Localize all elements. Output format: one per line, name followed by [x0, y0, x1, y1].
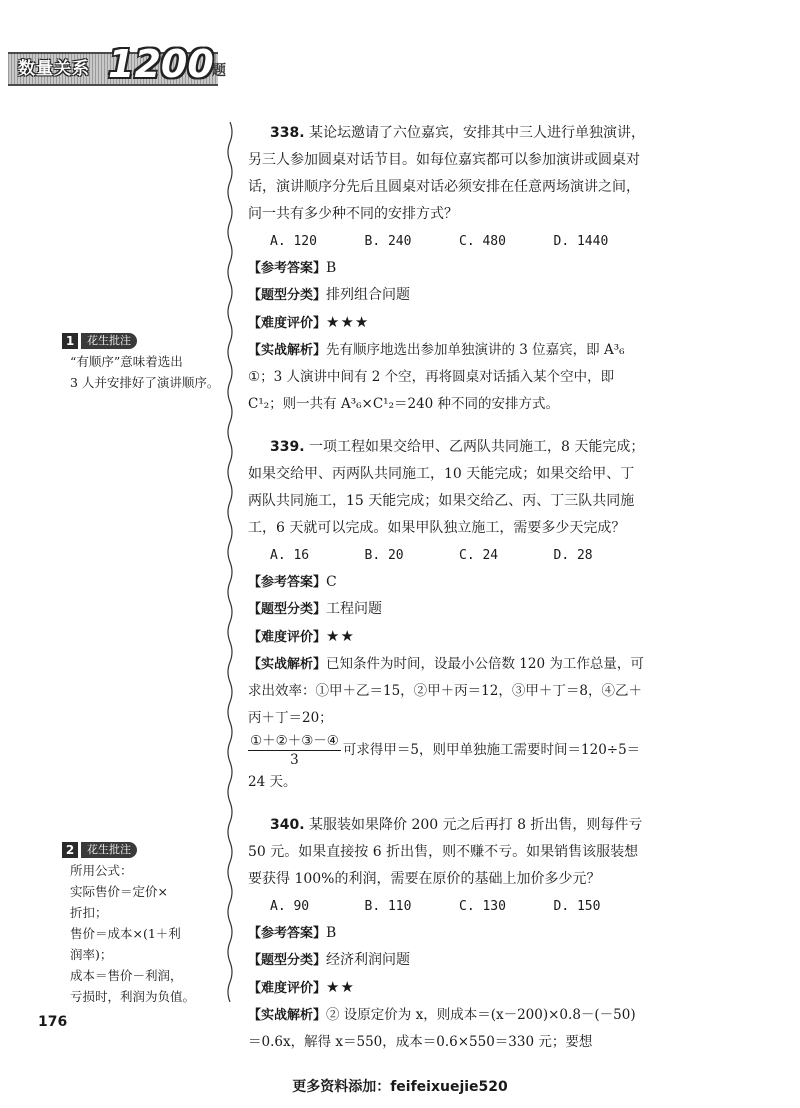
- type-row: [248, 947, 648, 974]
- header-number: 1200: [108, 42, 214, 86]
- difficulty-row: [248, 623, 648, 651]
- question-338: [248, 120, 648, 418]
- answer-value: C: [326, 574, 337, 590]
- note-head: [62, 842, 222, 858]
- answer-label: 【参考答案】: [248, 926, 327, 941]
- difficulty-label: 【难度评价】: [248, 630, 327, 645]
- question-list: [248, 120, 648, 1072]
- side-note-2: [62, 842, 222, 1007]
- header-title: 数量关系: [18, 59, 90, 79]
- analysis-label: 【实战解析】: [248, 1008, 327, 1023]
- analysis-label: 【实战解析】: [248, 657, 327, 672]
- option-a: A. 90: [270, 899, 310, 914]
- question-text: 某服装如果降价 200 元之后再打 8 折出售，则每件亏 50 元。如果直接按 6 折出售，则不赚不亏。如果销售该服装想要获得 100%的利润，需要在原价的基础上加价多少元？: [248, 817, 643, 887]
- options: [248, 542, 648, 569]
- fraction-denominator: 3: [290, 752, 299, 768]
- type-row: [248, 596, 648, 623]
- question-text: 一项工程如果交给甲、乙两队共同施工，8 天能完成；如果交给甲、丙两队共同施工，10 天能完成；如果交给甲、丁两队共同施工，15 天能完成；如果交给乙、丙、丁三队共同施工，6 天就可以完成。如果甲队独立施工，需要多少天完成？: [248, 439, 645, 536]
- question-number: 339.: [270, 439, 305, 455]
- note-line: 3 人并安排好了演讲顺序。: [70, 375, 220, 390]
- note-label: 花生批注: [81, 333, 137, 349]
- option-d: D. 150: [553, 899, 601, 914]
- answer-row: [248, 920, 648, 947]
- answer-row: [248, 255, 648, 282]
- fraction: [248, 732, 341, 769]
- question-text: 某论坛邀请了六位嘉宾，安排其中三人进行单独演讲，另三人参加圆桌对话节目。如每位嘉宾都可以参加演讲或圆桌对话，演讲顺序分先后且圆桌对话必须安排在任意两场演讲之间，问一共有多少种不同的安排方式？: [248, 125, 645, 222]
- difficulty-stars: ★★: [326, 978, 355, 996]
- note-line: “有顺序”意味着选出: [70, 354, 183, 369]
- header-suffix: 题: [212, 63, 226, 79]
- answer-label: 【参考答案】: [248, 261, 327, 276]
- type-label: 【题型分类】: [248, 953, 327, 968]
- type-label: 【题型分类】: [248, 288, 327, 303]
- difficulty-row: [248, 309, 648, 337]
- option-a: A. 120: [270, 234, 317, 249]
- analysis: [248, 337, 648, 418]
- option-c: C. 130: [459, 899, 506, 914]
- difficulty-label: 【难度评价】: [248, 981, 327, 996]
- difficulty-stars: ★★★: [326, 313, 370, 331]
- analysis-text: 已知条件为时间，设最小公倍数 120 为工作总量，可求出效率：①甲＋乙＝15，②甲＋丙＝12，③甲＋丁＝8，④乙＋丙＋丁＝20；: [248, 656, 644, 726]
- side-note-1: [62, 333, 222, 393]
- option-b: B. 110: [364, 899, 412, 914]
- answer-value: B: [326, 925, 337, 941]
- note-line: 实际售价＝定价×: [70, 884, 168, 899]
- options: [248, 893, 648, 920]
- analysis: [248, 1002, 648, 1056]
- option-c: C. 480: [459, 234, 506, 249]
- question-number: 340.: [270, 817, 305, 833]
- analysis-label: 【实战解析】: [248, 343, 327, 358]
- note-label: 花生批注: [81, 842, 137, 858]
- answer-value: B: [326, 260, 337, 276]
- note-line: 润率)；: [70, 947, 113, 962]
- analysis: [248, 651, 648, 732]
- analysis-text: 先有顺序地选出参加单独演讲的 3 位嘉宾，即 A³₆ ①；3 人演讲中间有 2 个空，再将圆桌对话插入某个空中，即 C¹₂；则一共有 A³₆×C¹₂＝240 种不同的安排方式。: [248, 342, 625, 412]
- type-value: 工程问题: [326, 601, 383, 617]
- type-value: 排列组合问题: [326, 287, 411, 303]
- analysis-text: ② 设原定价为 x，则成本＝(x－200)×0.8－(－50)＝0.6x，解得 x＝550，成本＝0.6×550＝330 元；要想: [248, 1007, 636, 1050]
- difficulty-label: 【难度评价】: [248, 316, 327, 331]
- footer-note: 更多资料添加：feifeixuejie520: [292, 1079, 508, 1095]
- type-value: 经济利润问题: [326, 952, 411, 968]
- question-339: [248, 434, 648, 796]
- type-row: [248, 282, 648, 309]
- type-label: 【题型分类】: [248, 602, 327, 617]
- options: [248, 228, 648, 255]
- note-line: 售价＝成本×(1＋利: [70, 926, 181, 941]
- option-d: D. 1440: [553, 234, 609, 249]
- wavy-divider: [224, 122, 236, 1002]
- question-stem: [248, 120, 648, 228]
- option-d: D. 28: [553, 548, 593, 563]
- analysis-tail: 可求得甲＝5，则甲单独施工需要时间＝120÷5＝24 天。: [248, 742, 641, 790]
- note-number: 2: [62, 842, 78, 858]
- note-line: 折扣；: [70, 905, 108, 920]
- difficulty-stars: ★★: [326, 627, 355, 645]
- note-number: 1: [62, 333, 78, 349]
- answer-label: 【参考答案】: [248, 575, 327, 590]
- fraction-numerator: ①＋②＋③－④: [250, 733, 339, 749]
- option-b: B. 240: [364, 234, 412, 249]
- note-line: 所用公式：: [70, 863, 133, 878]
- question-stem: [248, 812, 648, 893]
- note-head: [62, 333, 222, 349]
- question-number: 338.: [270, 125, 305, 141]
- option-a: A. 16: [270, 548, 310, 563]
- difficulty-row: [248, 974, 648, 1002]
- answer-row: [248, 569, 648, 596]
- note-line: 亏损时，利润为负值。: [70, 989, 196, 1004]
- option-b: B. 20: [364, 548, 404, 563]
- option-c: C. 24: [459, 548, 499, 563]
- analysis-formula: [248, 732, 648, 796]
- page-number: 176: [38, 1014, 68, 1030]
- note-line: 成本＝售价－利润，: [70, 968, 183, 983]
- question-340: [248, 812, 648, 1056]
- question-stem: [248, 434, 648, 542]
